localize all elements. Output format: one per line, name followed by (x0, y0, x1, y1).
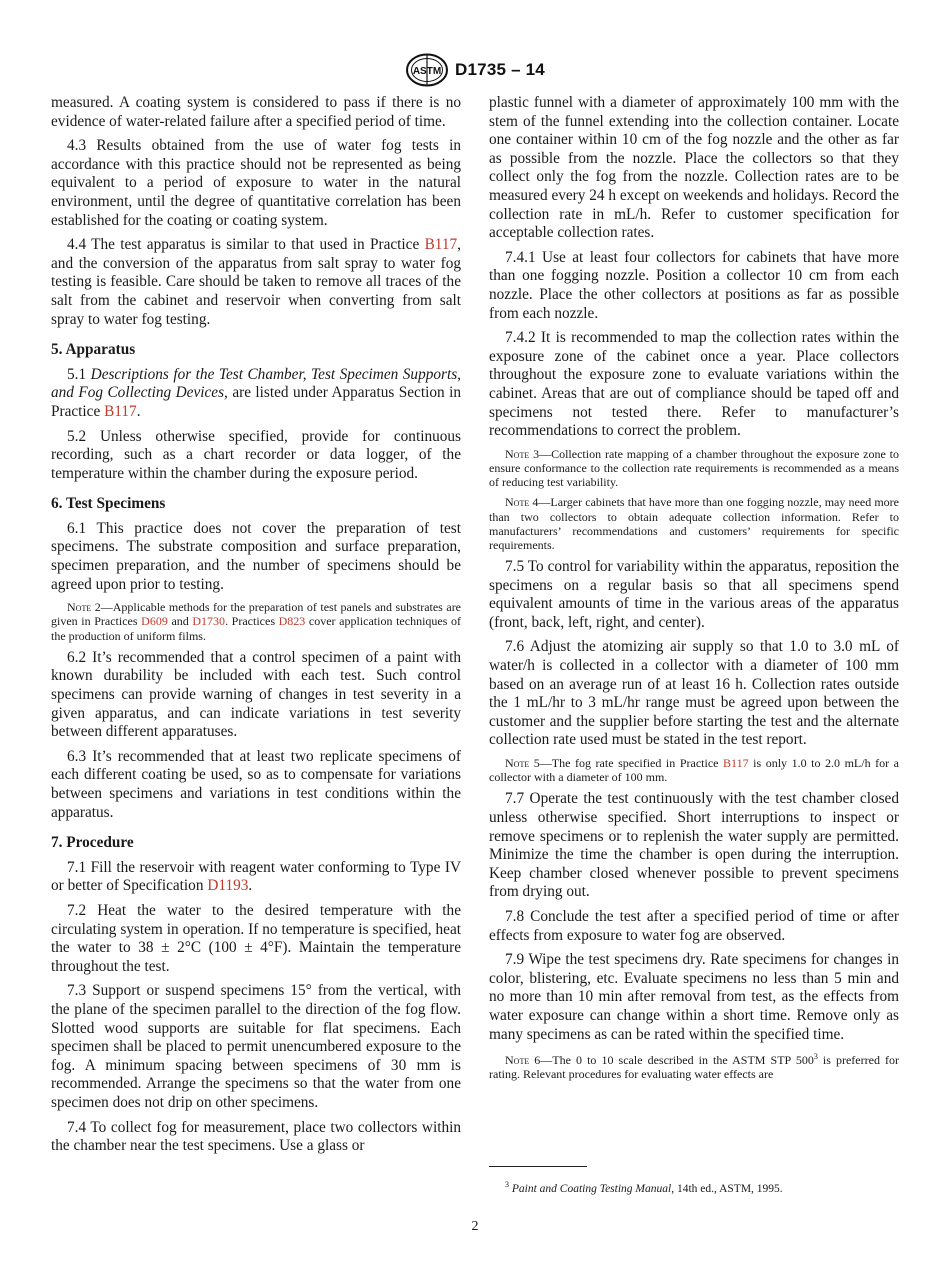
footnote-divider (489, 1166, 587, 1167)
standard-designation: D1735 – 14 (455, 60, 545, 79)
astm-logo-icon (405, 53, 449, 87)
section-7-1: 7.1 Fill the reservoir with reagent water conforming to Type IV or better of Specification D1193. (51, 858, 461, 895)
section-7-9: 7.9 Wipe the test specimens dry. Rate specimens for changes in color, blistering, etc. Evaluate specimens no less than 5 min and no more than 10 min after removal from test, as the effects from water exposure can change within a short time. Remove only as many specimens as can be rated within the specified time. (489, 951, 899, 1043)
heading-test-specimens: 6. Test Specimens (51, 495, 166, 513)
ref-b117-link[interactable]: B117 (104, 402, 137, 420)
section-7-3: 7.3 Support or suspend specimens 15° from the vertical, with the plane of the specimen parallel to the direction of the fog flow. Slotted wood supports are suitable for flat specimens. Each specimen shall be placed to permit unencumbered exposure to the fog. A minimum spacing between specimens of 30 mm is recommended. Arrange the specimens so that the water from one specimen does not drip on other specimens. (51, 982, 461, 1111)
paragraph-continued: measured. A coating system is considered to pass if there is no evidence of water-related failure after a specified period of time. (51, 94, 461, 130)
section-6-2: 6.2 It’s recommended that a control specimen of a paint with known durability be included with each test. Such control specimens can provide warning of changes in test severity in a given apparatus, and can indicate variations in test severity between different apparatuses. (51, 648, 461, 741)
paragraph-continued: plastic funnel with a diameter of approximately 100 mm with the stem of the funnel extending into the collection container. Locate one container within 10 cm of the fog nozzle and the other as far as possible from the nozzle. Place the collectors so that they collect only the fog from the nozzle. Collection rates are to be measured every 24 h except on weekends and holidays. Record the collection rate in mL/h. Refer to customer specification for acceptable collection rates. (489, 94, 899, 242)
section-6-1: 6.1 This practice does not cover the preparation of test specimens. The substrate composition and surface preparation, specimen preparation, and the number of specimens should be agreed upon prior to testing. (51, 519, 461, 593)
page-number: 2 (471, 1219, 479, 1234)
section-5-2: 5.2 Unless otherwise specified, provide for continuous recording, such as a chart recorder or data logger, of the temperature within the chamber during the exposure period. (51, 427, 461, 482)
section-7-5: 7.5 To control for variability within the apparatus, reposition the specimens on a regular basis so that all specimens spend equivalent amounts of time in the various areas of the apparatus (front, back, left, right, and center). (489, 558, 899, 631)
ref-b117-link[interactable]: B117 (424, 236, 458, 254)
ref-d1730-link[interactable]: D1730 (192, 614, 226, 629)
section-7-8: 7.8 Conclude the test after a specified period of time or after effects from exposure to water fog are observed. (489, 908, 899, 944)
note-4: Note 4—Larger cabinets that have more than one fogging nozzle, may need more than two collectors to obtain adequate collection information. Refer to manufacturers’ recommendations and customers’ requirements for specific requirements. (489, 495, 899, 552)
heading-procedure: 7. Procedure (51, 834, 134, 852)
right-column (489, 94, 899, 1088)
section-7-4-2: 7.4.2 It is recommended to map the collection rates within the exposure zone of the cabinet once a year. Place collectors throughout the exposure zone to evaluate variations within the cabinet. Areas that are out of compliance should be taped off and specimens not tested there. Refer to manufacturer’s recommendations to correct the problem. (489, 329, 899, 440)
note-6: Note 6—The 0 to 10 scale described in the ASTM STP $500^3$ is preferred for rating. Relevant procedures for evaluating water effects are (489, 1052, 900, 1082)
section-7-2: 7.2 Heat the water to the desired temperature with the circulating system in operation. If no temperature is specified, heat the water to 38 ± 2°C (100 ± 4°F). Maintain the temperature throughout the test. (51, 901, 461, 975)
ref-d823-link[interactable]: D823 (278, 614, 306, 629)
heading-apparatus: 5. Apparatus (51, 341, 136, 359)
ref-d609-link[interactable]: D609 (141, 614, 168, 629)
page-header (0, 52, 950, 88)
left-column (51, 94, 461, 1162)
section-7-6: 7.6 Adjust the atomizing air supply so that 1.0 to 3.0 mL of water/h is collected in a collector with a diameter of 100 mm based on an average run of at least 16 h. Collection rates outside the 1 mL/hr to 3 mL/hr range must be agreed upon between the customer and the supplier before starting the test and the alternate collection rate used must be stated in the test report. (489, 638, 899, 749)
section-7-7: 7.7 Operate the test continuously with the test chamber closed unless otherwise specified. Short interruptions to inspect or remove specimens or to replenish the water supply are permitted. Minimize the time the chamber is open during the interruption. Keep chamber closed whenever possible to prevent specimens from drying out. (489, 790, 899, 901)
ref-d1193-link[interactable]: D1193 (207, 877, 249, 895)
ref-b117-link[interactable]: B117 (723, 756, 749, 771)
note-3: Note 3—Collection rate mapping of a chamber throughout the exposure zone to ensure conformance to the collection rate requirements is recommended as a means of reducing test variability. (489, 446, 900, 490)
note-5: Note 5—The fog rate specified in Practice B117 is only 1.0 to 2.0 mL/h for a collector with a diameter of 100 mm. (489, 756, 899, 785)
section-7-4: 7.4 To collect fog for measurement, place two collectors within the chamber near the test specimens. Use a glass or (51, 1118, 461, 1155)
section-5-1: 5.1 Descriptions for the Test Chamber, Test Specimen Supports, and Fog Collecting Devices, are listed under Apparatus Section in Practice B117. (51, 365, 461, 420)
section-4-3: 4.3 Results obtained from the use of water fog tests in accordance with this practice should not be represented as being equivalent to a period of exposure to water in the natural environment, until the degree of quantitative correlation has been established for the coating or coating system. (51, 137, 461, 229)
section-6-3: 6.3 It’s recommended that at least two replicate specimens of each different coating be used, so as to compensate for variations between specimens and variations in test conditions within the apparatus. (51, 747, 461, 821)
logo-text: ASTM (412, 66, 442, 77)
section-7-4-1: 7.4.1 Use at least four collectors for cabinets that have more than one fogging nozzle. Position a collector 10 cm from each nozzle. Place the other collectors at positions as far as possible from each nozzle. (489, 248, 899, 322)
section-4-4: 4.4 The test apparatus is similar to that used in Practice B117, and the conversion of the apparatus from salt spray to water fog testing is feasible. Care should be taken to remove all traces of the salt from the cabinet and reservoir when converting from salt spray to water fog testing. (51, 236, 461, 328)
footnote: $^3$ Paint and Coating Testing Manual, 14th ed., ASTM, 1995. (505, 1180, 783, 1195)
note-2: Note 2—Applicable methods for the preparation of test panels and substrates are given in Practices D609 and D1730. Practices D823 cover application techniques of the production of uniform films. (51, 600, 462, 643)
